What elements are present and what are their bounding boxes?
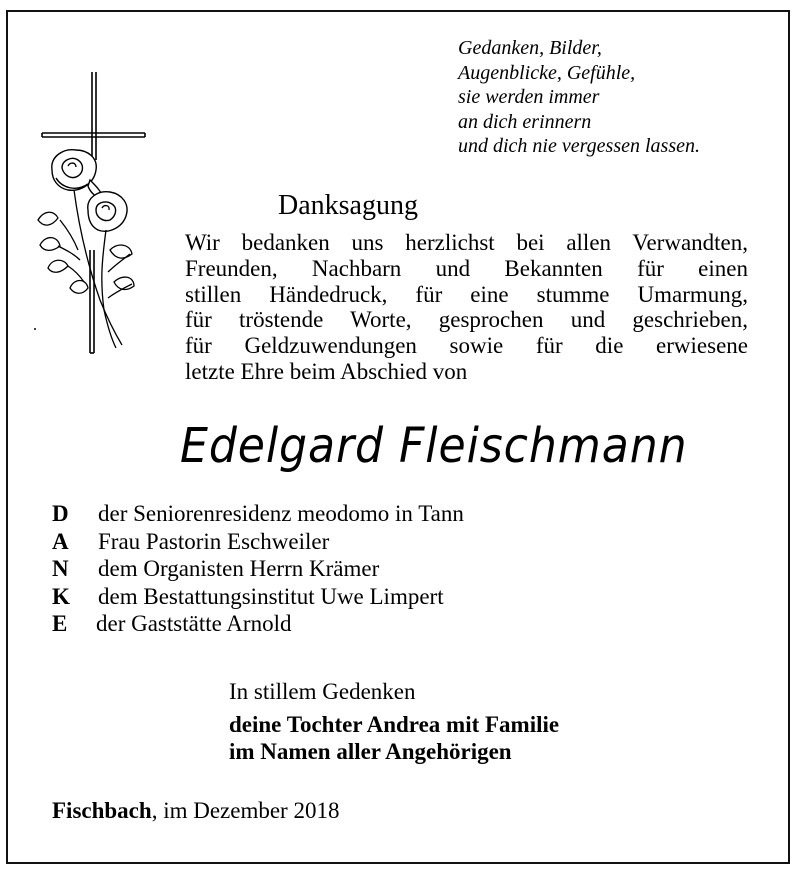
- poem-line: Gedanken, Bilder,: [458, 37, 602, 59]
- danke-row: [52, 555, 464, 583]
- signer-line: im Namen aller Angehörigen: [229, 739, 512, 764]
- poem: [458, 36, 778, 159]
- poem-line: Augenblicke, Gefühle,: [458, 61, 636, 84]
- danke-letter: D: [52, 501, 69, 526]
- thanks-line: letzte Ehre beim Abschied von: [185, 358, 468, 384]
- place-town: Fischbach: [52, 798, 152, 823]
- cross-with-roses-icon: [30, 70, 155, 355]
- signer-line: deine Tochter Andrea mit Familie: [229, 712, 560, 737]
- heading: Danksagung: [278, 190, 418, 221]
- thanks-line: Freunden, Nachbarn und Bekannten für einen: [185, 255, 748, 281]
- danke-text: dem Bestattungsinstitut Uwe Limpert: [98, 583, 444, 609]
- danke-row: [52, 610, 464, 638]
- thanks-line: Wir bedanken uns herzlichst bei allen Verwandten,: [185, 230, 748, 255]
- danke-row: [52, 500, 464, 528]
- thanks-text: [185, 230, 748, 385]
- deceased-name: Edelgard Fleischmann: [180, 418, 688, 474]
- danke-letter: N: [52, 556, 69, 581]
- danke-letter: A: [52, 528, 69, 554]
- danke-list: [52, 500, 464, 638]
- memory-intro: In stillem Gedenken: [229, 679, 416, 704]
- speck: [34, 328, 36, 330]
- danke-letter: E: [52, 611, 68, 636]
- danke-letter: K: [52, 583, 70, 609]
- poem-line: sie werden immer: [458, 86, 600, 108]
- danke-text: dem Organisten Herrn Krämer: [98, 556, 380, 581]
- danke-text: der Seniorenresidenz meodomo in Tann: [98, 501, 464, 526]
- thanks-line: für Geldzuwendungen sowie für die erwiesene: [185, 333, 748, 359]
- poem-line: an dich erinnern: [458, 110, 592, 133]
- danke-row: [52, 528, 464, 556]
- thanks-line: für tröstende Worte, gesprochen und geschrieben,: [185, 307, 748, 333]
- danke-text: der Gaststätte Arnold: [96, 611, 292, 636]
- danke-row: [52, 583, 464, 611]
- poem-line: und dich nie vergessen lassen.: [458, 135, 700, 157]
- place-date: [52, 798, 339, 824]
- place-date-text: , im Dezember 2018: [151, 798, 340, 823]
- thanks-line: stillen Händedruck, für eine stumme Umarmung,: [185, 281, 748, 307]
- memory-block: [229, 678, 559, 765]
- danke-text: Frau Pastorin Eschweiler: [98, 528, 330, 554]
